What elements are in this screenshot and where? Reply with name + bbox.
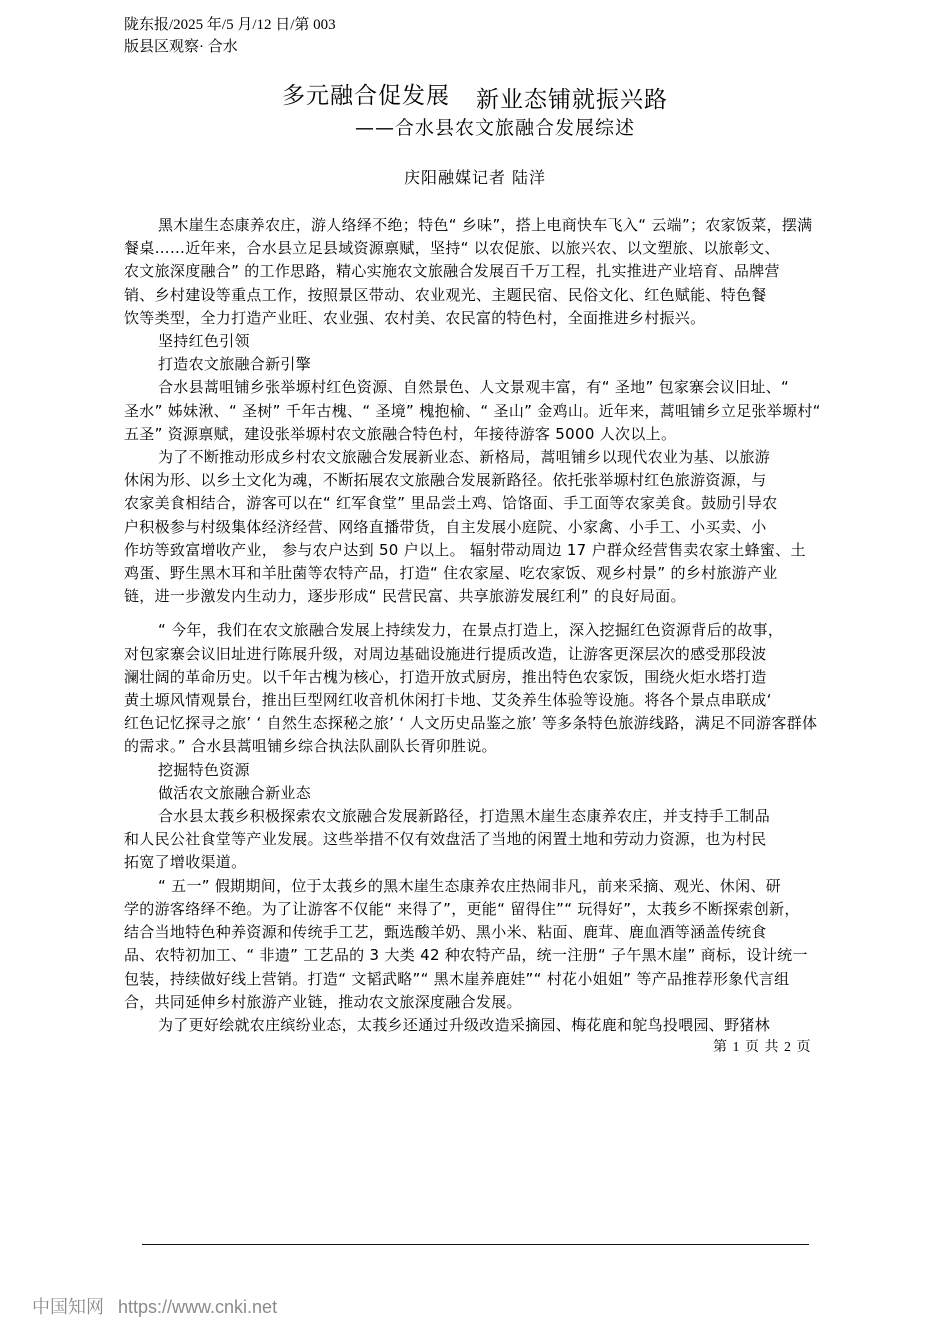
paragraph: [124, 1014, 834, 1037]
text-line: 饮等类型，全力打造产业旺、农业强、农村美、农民富的特色村，全面推进乡村振兴。: [124, 308, 706, 327]
text-line: 餐桌……近年来，合水县立足县域资源禀赋，坚持“ 以农促旅、以旅兴农、以文塑旅、以旅彰文、: [124, 239, 780, 258]
paragraph-gap: [124, 608, 834, 619]
article-title: [0, 84, 950, 116]
watermark-url: https://www.cnki.net: [118, 1297, 278, 1317]
page-indicator: 第 1 页 共 2 页: [713, 1040, 812, 1055]
section-heading: [124, 782, 834, 805]
text-line: 五圣” 资源禀赋，建设张举塬村农文旅融合特色村，年接待游客 5000 人次以上。: [124, 424, 677, 443]
text-line: 做活农文旅融合新业态: [158, 783, 312, 802]
section-heading: [124, 759, 834, 782]
text-line: 销、乡村建设等重点工作，按照景区带动、农业观光、主题民宿、民俗文化、红色赋能、特色餐: [124, 285, 767, 304]
article-subtitle: ——合水县农文旅融合发展综述: [354, 117, 635, 139]
footer-divider: [142, 1244, 809, 1245]
text-line: 黑木崖生态康养农庄，游人络绎不绝；特色“ 乡味”，搭上电商快车飞入“ 云端”；农家饭菜，摆满: [158, 216, 813, 234]
text-line: 品、农特初加工、“ 非遗” 工艺品的 3 大类 42 种农特产品，统一注册“ 子午黑木崖” 商标，设计统一: [124, 946, 808, 965]
source-line: 陇东报/2025 年/5 月/12 日/第 003: [124, 17, 336, 33]
section-heading: [124, 330, 834, 353]
text-line: 合，共同延伸乡村旅游产业链，推动农文旅深度融合发展。: [124, 992, 522, 1011]
text-line: 链，进一步激发内生动力，逐步形成“ 民营民富、共享旅游发展红利” 的良好局面。: [124, 587, 686, 606]
watermark-name: 中国知网: [32, 1297, 104, 1317]
text-line: 学的游客络绎不绝。为了让游客不仅能“ 来得了”，更能“ 留得住”“ 玩得好”，太莪乡不断探索创新，: [124, 899, 800, 918]
text-line: 合水县蒿咀铺乡张举塬村红色资源、自然景色、人文景观丰富，有“ 圣地” 包家寨会议旧址、“: [158, 378, 790, 397]
text-line: 红色记忆探寻之旅’ ‘ 自然生态探秘之旅’ ‘ 人文历史品鉴之旅’ 等多条特色旅游线路，满足不同游客群体: [124, 714, 818, 733]
title-part-1: 多元融合促发展: [282, 83, 450, 109]
paragraph: [124, 805, 834, 875]
paragraph: [124, 446, 834, 608]
text-line: 合水县太莪乡积极探索农文旅融合发展新路径，打造黑木崖生态康养农庄，并支持手工制品: [158, 807, 771, 826]
text-line: 农文旅深度融合” 的工作思路，精心实施农文旅融合发展百千万工程，扎实推进产业培育、品牌营: [124, 262, 780, 281]
text-line: 拓宽了增收渠道。: [124, 853, 247, 872]
article-title-block: [0, 84, 950, 140]
paragraph: [124, 875, 834, 1014]
text-line: 户积极参与村级集体经济经营、网络直播带货，自主发展小庭院、小家禽、小手工、小买卖、小: [124, 517, 767, 536]
section-line: 版县区观察· 合水: [124, 39, 238, 55]
text-line: 对包家寨会议旧址进行陈展升级，对周边基础设施进行提质改造，让游客更深层次的感受那段波: [124, 644, 767, 663]
text-line: 休闲为形、以乡土文化为魂，不断拓展农文旅融合发展新路径。依托张举塬村红色旅游资源，与: [124, 471, 767, 490]
text-line: 鸡蛋、野生黑木耳和羊肚菌等农特产品，打造“ 住农家屋、吃农家饭、观乡村景” 的乡村旅游产业: [124, 564, 778, 583]
byline: 庆阳融媒记者 陆洋: [403, 168, 547, 187]
text-line: 的需求。” 合水县蒿咀铺乡综合执法队副队长胥卯胜说。: [124, 737, 497, 756]
text-line: 澜壮阔的革命历史。以千年古槐为核心，打造开放式厨房，推出特色农家饭，围绕火炬水塔打造: [124, 667, 767, 686]
title-part-2: 新业态铺就振兴路: [476, 87, 668, 113]
text-line: 和人民公社食堂等产业发展。这些举措不仅有效盘活了当地的闲置土地和劳动力资源，也为村民: [124, 830, 767, 849]
text-line: 挖掘特色资源: [158, 760, 250, 779]
paragraph: [124, 214, 834, 330]
text-line: 农家美食相结合，游客可以在“ 红军食堂” 里品尝土鸡、饸饹面、手工面等农家美食。鼓励引导农: [124, 494, 778, 513]
text-line: “ 五一” 假期期间，位于太莪乡的黑木崖生态康养农庄热闹非凡，前来采摘、观光、休闲、研: [158, 876, 781, 895]
paragraph: [124, 376, 834, 446]
paragraph: [124, 619, 834, 758]
text-line: 作坊等致富增收产业， 参与农户达到 50 户以上。 辐射带动周边 17 户群众经营售卖农家土蜂蜜、土: [124, 540, 806, 559]
article-body: [124, 214, 834, 1037]
text-line: “ 今年，我们在农文旅融合发展上持续发力，在景点打造上，深入挖掘红色资源背后的故事，: [158, 621, 784, 640]
text-line: 圣水” 姊妹湫、“ 圣树” 千年古槐、“ 圣境” 槐抱榆、“ 圣山” 金鸡山。近年来，蒿咀铺乡立足张举塬村“: [124, 401, 821, 420]
publication-meta: [124, 14, 336, 58]
text-line: 包装，持续做好线上营销。打造“ 文韬武略”“ 黑木崖养鹿娃”“ 村花小姐姐” 等产品推荐形象代言组: [124, 969, 790, 988]
text-line: 黄土塬风情观景台，推出巨型网红收音机休闲打卡地、艾灸养生体验等设施。将各个景点串联成‘: [124, 691, 772, 710]
text-line: 结合当地特色种养资源和传统手工艺，甄选酸羊奶、黑小米、粘面、鹿茸、鹿血酒等涵盖传统食: [124, 923, 767, 942]
text-line: 为了更好绘就农庄缤纷业态，太莪乡还通过升级改造采摘园、梅花鹿和鸵鸟投喂园、野猪林: [158, 1015, 771, 1034]
section-heading: [124, 353, 834, 376]
cnki-watermark: [32, 1293, 277, 1319]
text-line: 打造农文旅融合新引擎: [158, 355, 312, 374]
text-line: 坚持红色引领: [158, 332, 250, 351]
text-line: 为了不断推动形成乡村农文旅融合发展新业态、新格局，蒿咀铺乡以现代农业为基、以旅游: [158, 448, 771, 467]
